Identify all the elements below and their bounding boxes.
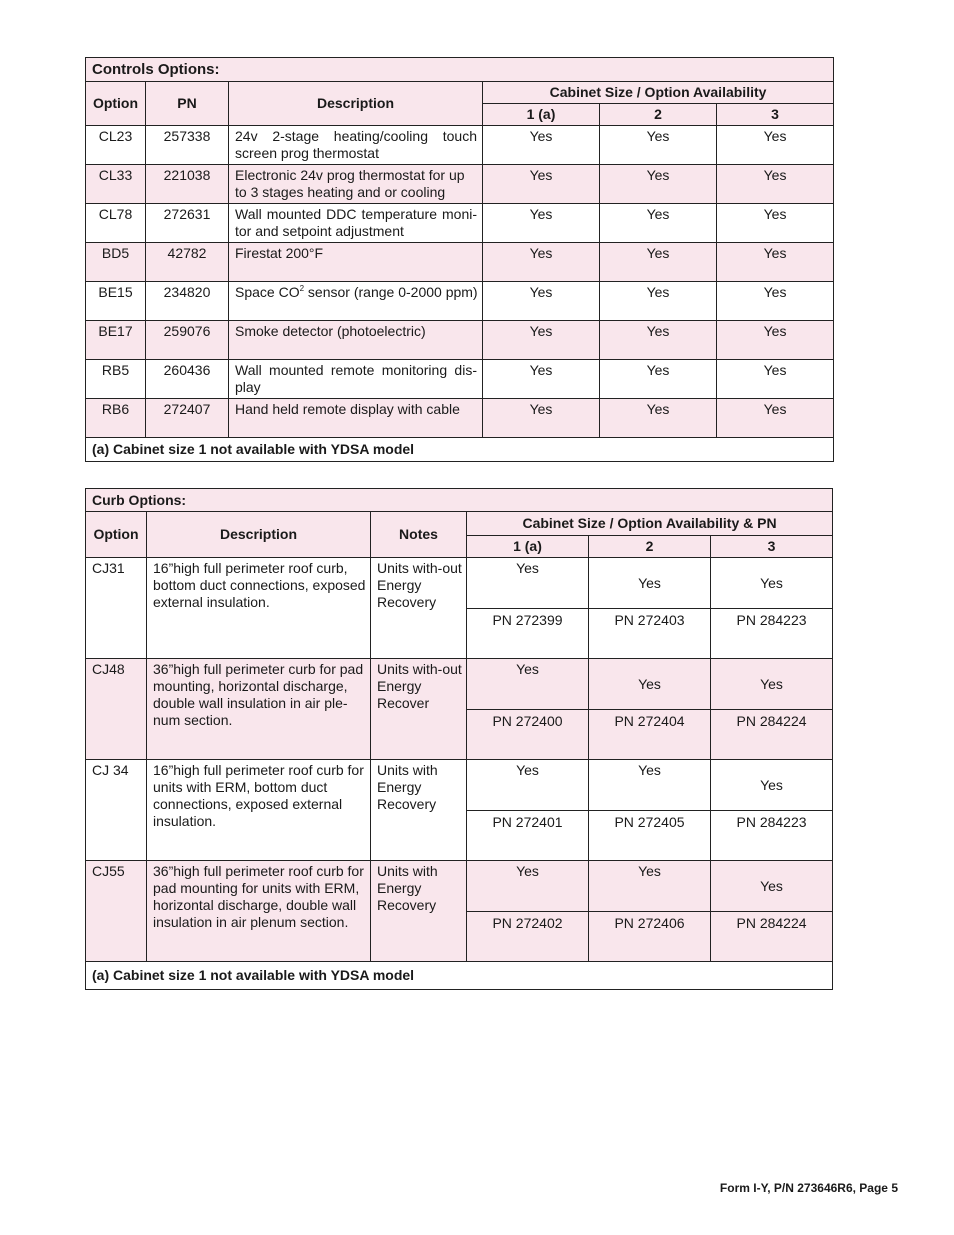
controls-header-size1: 1 (a) bbox=[483, 104, 600, 126]
availability-size3: Yes bbox=[717, 243, 834, 282]
option-code: CJ55 bbox=[86, 861, 147, 962]
pn-size2: PN 272403 bbox=[589, 609, 711, 659]
option-description: Smoke detector (photoelectric) bbox=[229, 321, 483, 360]
option-code: CL33 bbox=[86, 165, 146, 204]
table-row bbox=[86, 861, 833, 912]
availability-size3: Yes bbox=[717, 126, 834, 165]
description-text: Space CO bbox=[235, 284, 300, 300]
availability-size2: Yes bbox=[589, 659, 711, 710]
description-text: sensor (range 0-2000 ppm) bbox=[304, 284, 478, 300]
part-number: 221038 bbox=[146, 165, 229, 204]
availability-size1: Yes bbox=[483, 360, 600, 399]
option-code: CL78 bbox=[86, 204, 146, 243]
curb-header-cabinet: Cabinet Size / Option Availability & PN bbox=[467, 512, 833, 536]
option-code: CJ48 bbox=[86, 659, 147, 760]
option-description: Electronic 24v prog thermostat for up to 3 stages heating and or cooling bbox=[229, 165, 483, 204]
availability-size1: Yes bbox=[467, 659, 589, 710]
pn-size3: PN 284223 bbox=[711, 609, 833, 659]
option-notes: Units with-out Energy Recovery bbox=[371, 558, 467, 659]
option-description: 16”high full perimeter roof curb, bottom duct connections, exposed external insulation. bbox=[147, 558, 371, 659]
controls-footnote: (a) Cabinet size 1 not available with YDSA model bbox=[86, 438, 834, 462]
option-code: BE15 bbox=[86, 282, 146, 321]
option-description: Wall mounted remote monitoring dis-play bbox=[229, 360, 483, 399]
pn-size2: PN 272405 bbox=[589, 811, 711, 861]
availability-size3: Yes bbox=[717, 360, 834, 399]
controls-title: Controls Options: bbox=[86, 58, 834, 82]
page-footer: Form I-Y, P/N 273646R6, Page 5 bbox=[719, 1181, 898, 1195]
option-description: Hand held remote display with cable bbox=[229, 399, 483, 438]
option-code: RB6 bbox=[86, 399, 146, 438]
option-description: 24v 2-stage heating/cooling touch screen prog thermostat bbox=[229, 126, 483, 165]
availability-size1: Yes bbox=[483, 126, 600, 165]
part-number: 259076 bbox=[146, 321, 229, 360]
part-number: 272631 bbox=[146, 204, 229, 243]
availability-size3: Yes bbox=[717, 321, 834, 360]
option-code: CL23 bbox=[86, 126, 146, 165]
table-row bbox=[86, 243, 834, 282]
availability-size2: Yes bbox=[600, 204, 717, 243]
option-description: 36”high full perimeter roof curb for pad mounting for units with ERM, horizontal discharge, double wall insulation in air plenum section. bbox=[147, 861, 371, 962]
pn-size1: PN 272399 bbox=[467, 609, 589, 659]
availability-size3: Yes bbox=[711, 861, 833, 912]
pn-size3: PN 284224 bbox=[711, 912, 833, 962]
part-number: 260436 bbox=[146, 360, 229, 399]
curb-header-size3: 3 bbox=[711, 536, 833, 558]
controls-options-table bbox=[85, 57, 834, 462]
pn-size2: PN 272406 bbox=[589, 912, 711, 962]
table-row bbox=[86, 558, 833, 609]
availability-size3: Yes bbox=[711, 659, 833, 710]
availability-size2: Yes bbox=[600, 243, 717, 282]
availability-size2: Yes bbox=[600, 399, 717, 438]
pn-size1: PN 272401 bbox=[467, 811, 589, 861]
table-row bbox=[86, 165, 834, 204]
part-number: 42782 bbox=[146, 243, 229, 282]
option-description: 36”high full perimeter curb for pad mounting, horizontal discharge, double wall insulation in air ple-num section. bbox=[147, 659, 371, 760]
pn-size3: PN 284224 bbox=[711, 710, 833, 760]
pn-size1: PN 272400 bbox=[467, 710, 589, 760]
controls-header-option: Option bbox=[86, 82, 146, 126]
availability-size3: Yes bbox=[711, 558, 833, 609]
option-notes: Units with Energy Recovery bbox=[371, 760, 467, 861]
availability-size1: Yes bbox=[467, 861, 589, 912]
part-number: 257338 bbox=[146, 126, 229, 165]
curb-header-size2: 2 bbox=[589, 536, 711, 558]
pn-size1: PN 272402 bbox=[467, 912, 589, 962]
option-code: CJ 34 bbox=[86, 760, 147, 861]
availability-size1: Yes bbox=[467, 558, 589, 609]
curb-header-notes: Notes bbox=[371, 512, 467, 558]
availability-size3: Yes bbox=[711, 760, 833, 811]
option-description bbox=[229, 282, 483, 321]
controls-header-size3: 3 bbox=[717, 104, 834, 126]
table-row bbox=[86, 282, 834, 321]
option-notes: Units with Energy Recovery bbox=[371, 861, 467, 962]
availability-size2: Yes bbox=[589, 558, 711, 609]
availability-size2: Yes bbox=[589, 861, 711, 912]
table-row bbox=[86, 126, 834, 165]
curb-header-description: Description bbox=[147, 512, 371, 558]
subscript-2: 2 bbox=[299, 284, 305, 293]
option-notes: Units with-out Energy Recover bbox=[371, 659, 467, 760]
table-row bbox=[86, 399, 834, 438]
part-number: 272407 bbox=[146, 399, 229, 438]
curb-options-table bbox=[85, 488, 833, 990]
option-description: Firestat 200°F bbox=[229, 243, 483, 282]
table-row bbox=[86, 321, 834, 360]
availability-size3: Yes bbox=[717, 399, 834, 438]
controls-header-cabinet: Cabinet Size / Option Availability bbox=[483, 82, 834, 104]
part-number: 234820 bbox=[146, 282, 229, 321]
curb-footnote: (a) Cabinet size 1 not available with YDSA model bbox=[86, 962, 833, 990]
availability-size2: Yes bbox=[600, 282, 717, 321]
table-row bbox=[86, 659, 833, 710]
availability-size2: Yes bbox=[600, 360, 717, 399]
controls-header-pn: PN bbox=[146, 82, 229, 126]
controls-header-size2: 2 bbox=[600, 104, 717, 126]
table-row bbox=[86, 204, 834, 243]
controls-header-description: Description bbox=[229, 82, 483, 126]
availability-size2: Yes bbox=[589, 760, 711, 811]
availability-size1: Yes bbox=[483, 165, 600, 204]
availability-size1: Yes bbox=[467, 760, 589, 811]
table-row bbox=[86, 360, 834, 399]
pn-size2: PN 272404 bbox=[589, 710, 711, 760]
availability-size3: Yes bbox=[717, 165, 834, 204]
availability-size1: Yes bbox=[483, 399, 600, 438]
availability-size2: Yes bbox=[600, 321, 717, 360]
option-code: CJ31 bbox=[86, 558, 147, 659]
availability-size2: Yes bbox=[600, 165, 717, 204]
curb-header-size1: 1 (a) bbox=[467, 536, 589, 558]
option-code: RB5 bbox=[86, 360, 146, 399]
availability-size1: Yes bbox=[483, 282, 600, 321]
curb-header-option: Option bbox=[86, 512, 147, 558]
pn-size3: PN 284223 bbox=[711, 811, 833, 861]
option-description: Wall mounted DDC temperature moni-tor and setpoint adjustment bbox=[229, 204, 483, 243]
option-code: BD5 bbox=[86, 243, 146, 282]
availability-size3: Yes bbox=[717, 204, 834, 243]
availability-size1: Yes bbox=[483, 204, 600, 243]
curb-title: Curb Options: bbox=[86, 489, 833, 512]
availability-size2: Yes bbox=[600, 126, 717, 165]
availability-size1: Yes bbox=[483, 321, 600, 360]
availability-size1: Yes bbox=[483, 243, 600, 282]
option-description: 16”high full perimeter roof curb for units with ERM, bottom duct connections, exposed external insulation. bbox=[147, 760, 371, 861]
option-code: BE17 bbox=[86, 321, 146, 360]
availability-size3: Yes bbox=[717, 282, 834, 321]
table-row bbox=[86, 760, 833, 811]
